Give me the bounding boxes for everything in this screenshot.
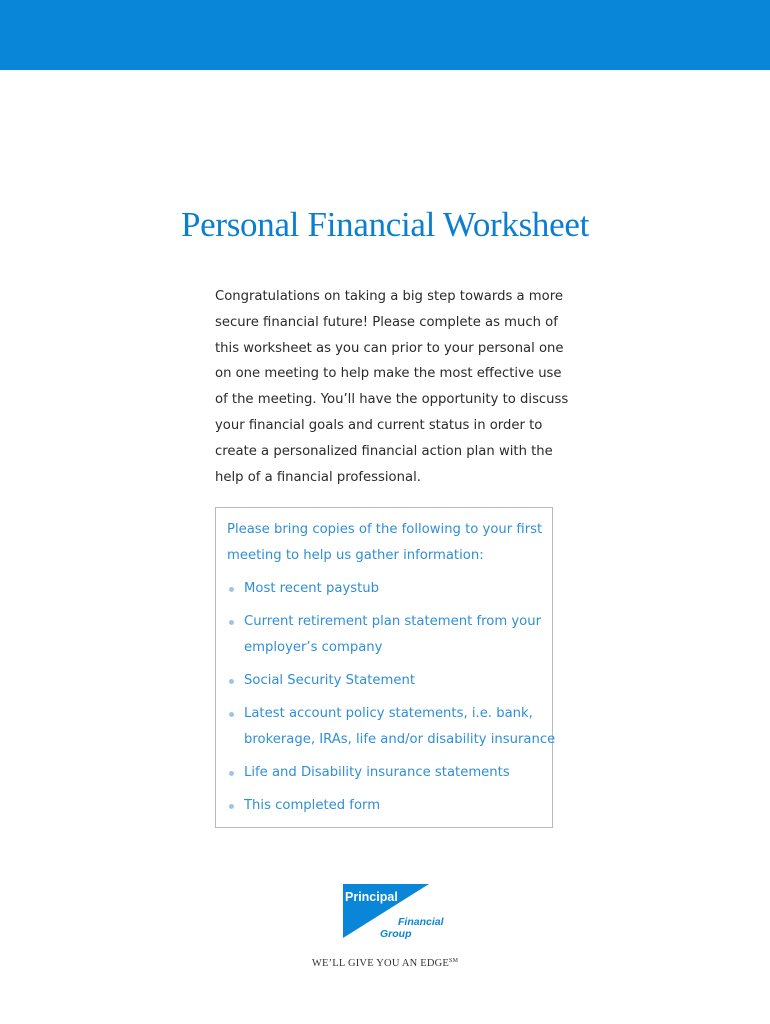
checklist-item-account-statements bbox=[227, 701, 555, 753]
checklist-item-text: brokerage, IRAs, life and/or disability insurance bbox=[244, 732, 556, 747]
tagline bbox=[0, 958, 770, 969]
checklist-item-retirement-statement bbox=[227, 609, 541, 661]
intro-line: this worksheet as you can prior to your personal one bbox=[215, 340, 564, 356]
checklist-item-text: This completed form bbox=[244, 798, 381, 813]
logo-name: Principal bbox=[345, 890, 398, 904]
bullet-icon bbox=[229, 712, 234, 717]
bullet-icon bbox=[229, 771, 234, 776]
checklist-heading-line: Please bring copies of the following to your first bbox=[227, 522, 543, 537]
intro-line: help of a financial professional. bbox=[215, 469, 421, 485]
checklist-heading-line: meeting to help us gather information: bbox=[227, 548, 484, 563]
principal-logo bbox=[343, 884, 444, 940]
intro-paragraph bbox=[215, 284, 569, 490]
checklist-item-text: Social Security Statement bbox=[244, 673, 416, 688]
checklist-item-text: Life and Disability insurance statements bbox=[244, 765, 510, 780]
intro-line: Congratulations on taking a big step towards a more bbox=[215, 289, 563, 304]
checklist-item-text: Most recent paystub bbox=[244, 581, 380, 596]
bullet-icon bbox=[229, 679, 234, 684]
bullet-icon bbox=[229, 804, 234, 809]
logo-line-financial: Financial bbox=[398, 916, 444, 928]
intro-line: your financial goals and current status in order to bbox=[215, 417, 543, 433]
checklist-item-text: Latest account policy statements, i.e. bank, bbox=[244, 706, 533, 721]
bullet-icon bbox=[229, 620, 234, 625]
checklist-item-insurance-statements bbox=[227, 760, 510, 786]
checklist-item-completed-form bbox=[227, 793, 380, 819]
intro-line: on one meeting to help make the most effective use bbox=[215, 366, 562, 382]
checklist-item-social-security bbox=[227, 668, 415, 694]
page-title: Personal Financial Worksheet bbox=[180, 205, 590, 244]
intro-line: secure financial future! Please complete as much of bbox=[215, 314, 558, 330]
checklist-item-text: employer’s company bbox=[244, 640, 383, 655]
service-mark: SM bbox=[449, 958, 459, 964]
bullet-icon bbox=[229, 587, 234, 592]
intro-line: of the meeting. You’ll have the opportunity to discuss bbox=[215, 392, 569, 408]
checklist-item-text: Current retirement plan statement from your bbox=[244, 614, 542, 629]
logo-line-group: Group bbox=[380, 928, 412, 940]
checklist-item-paystub bbox=[227, 576, 379, 602]
intro-line: create a personalized financial action plan with the bbox=[215, 443, 553, 459]
checklist-box bbox=[215, 507, 556, 828]
header-band bbox=[0, 0, 770, 70]
checklist-heading bbox=[227, 517, 542, 569]
tagline-text: WE’LL GIVE YOU AN EDGE bbox=[311, 958, 450, 969]
